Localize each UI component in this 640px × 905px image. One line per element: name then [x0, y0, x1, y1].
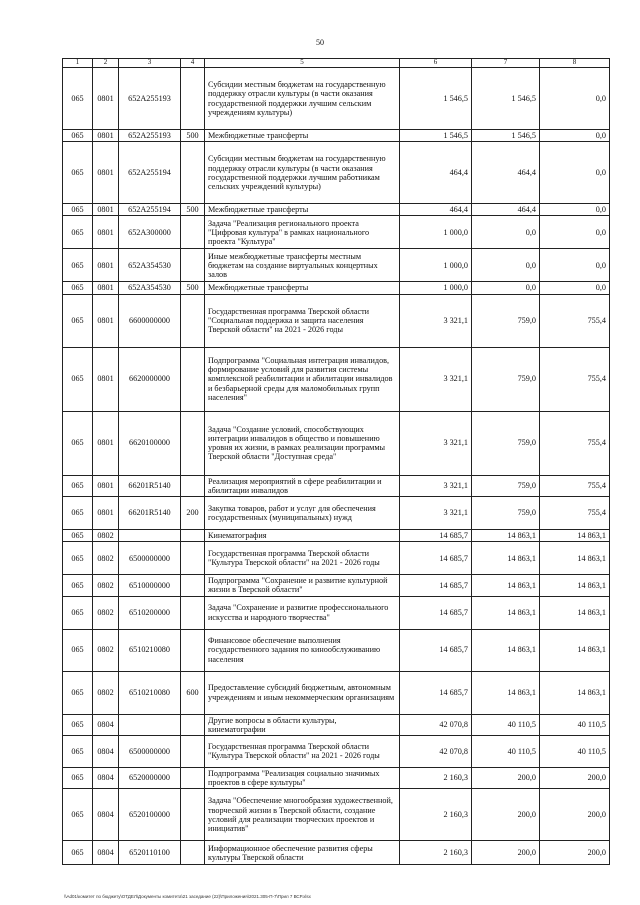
table-row	[63, 411, 610, 475]
cell-amount-2023: 0,0	[472, 282, 540, 294]
cell-amount-2022: 14 685,7	[400, 529, 472, 541]
cell-target-article-code: 6520110100	[119, 841, 181, 865]
cell-section-code: 0804	[93, 714, 119, 735]
cell-expense-type-code	[181, 767, 205, 788]
table-row	[63, 496, 610, 529]
cell-amount-2024: 755,4	[540, 294, 610, 347]
cell-amount-2024: 0,0	[540, 204, 610, 216]
cell-item-name: Межбюджетные трансферты	[205, 282, 400, 294]
cell-expense-type-code	[181, 735, 205, 767]
cell-item-name: Иные межбюджетные трансферты местным бюджетам на создание виртуальных концертных залов	[205, 249, 400, 282]
cell-amount-2024: 0,0	[540, 282, 610, 294]
cell-admin-code: 065	[63, 347, 93, 411]
cell-admin-code: 065	[63, 294, 93, 347]
table-row	[63, 542, 610, 575]
cell-admin-code: 065	[63, 475, 93, 496]
column-number: 2	[93, 59, 119, 68]
cell-item-name: Подпрограмма "Социальная интеграция инвалидов, формирование условий для развития системы комплексной реабилитации и абилитации инвалидов и безбарьерной среды для маломобильных групп населения"	[205, 347, 400, 411]
cell-target-article-code: 6520100000	[119, 789, 181, 841]
table-row	[63, 347, 610, 411]
cell-amount-2022: 14 685,7	[400, 596, 472, 629]
cell-expense-type-code: 200	[181, 496, 205, 529]
cell-admin-code: 065	[63, 216, 93, 249]
table-row	[63, 789, 610, 841]
cell-amount-2023: 14 863,1	[472, 529, 540, 541]
cell-item-name: Государственная программа Тверской области "Социальная поддержка и защита населения Тверской области" на 2021 - 2026 годы	[205, 294, 400, 347]
cell-admin-code: 065	[63, 542, 93, 575]
cell-section-code: 0801	[93, 475, 119, 496]
cell-admin-code: 065	[63, 142, 93, 204]
cell-admin-code: 065	[63, 130, 93, 142]
table-row	[63, 841, 610, 865]
cell-item-name: Государственная программа Тверской области "Культура Тверской области" на 2021 - 2026 годы	[205, 735, 400, 767]
table-row	[63, 294, 610, 347]
cell-amount-2024: 200,0	[540, 841, 610, 865]
cell-target-article-code: 652A255193	[119, 68, 181, 130]
cell-amount-2022: 464,4	[400, 142, 472, 204]
cell-admin-code: 065	[63, 596, 93, 629]
cell-expense-type-code	[181, 714, 205, 735]
table-row	[63, 282, 610, 294]
table-row	[63, 204, 610, 216]
table-row	[63, 596, 610, 629]
cell-section-code: 0801	[93, 130, 119, 142]
cell-section-code: 0802	[93, 575, 119, 596]
table-row	[63, 216, 610, 249]
column-number: 1	[63, 59, 93, 68]
column-number: 4	[181, 59, 205, 68]
cell-amount-2022: 1 000,0	[400, 282, 472, 294]
cell-amount-2022: 3 321,1	[400, 347, 472, 411]
cell-expense-type-code	[181, 294, 205, 347]
cell-expense-type-code	[181, 142, 205, 204]
cell-section-code: 0801	[93, 249, 119, 282]
cell-amount-2022: 2 160,3	[400, 841, 472, 865]
cell-amount-2024: 14 863,1	[540, 542, 610, 575]
column-number-row	[63, 59, 610, 68]
cell-admin-code: 065	[63, 789, 93, 841]
page-number: 50	[316, 38, 324, 47]
cell-target-article-code	[119, 714, 181, 735]
cell-target-article-code: 652A255193	[119, 130, 181, 142]
cell-amount-2023: 759,0	[472, 475, 540, 496]
table-row	[63, 142, 610, 204]
cell-amount-2024: 200,0	[540, 767, 610, 788]
cell-amount-2022: 42 070,8	[400, 735, 472, 767]
cell-amount-2024: 0,0	[540, 216, 610, 249]
cell-section-code: 0801	[93, 347, 119, 411]
cell-target-article-code: 652A354530	[119, 282, 181, 294]
cell-expense-type-code	[181, 216, 205, 249]
cell-item-name: Предоставление субсидий бюджетным, автономным учреждениям и иным некоммерческим организациям	[205, 671, 400, 714]
cell-section-code: 0801	[93, 142, 119, 204]
cell-amount-2024: 14 863,1	[540, 575, 610, 596]
cell-amount-2024: 755,4	[540, 411, 610, 475]
cell-admin-code: 065	[63, 629, 93, 671]
cell-amount-2024: 0,0	[540, 130, 610, 142]
cell-target-article-code: 66201R5140	[119, 475, 181, 496]
cell-amount-2024: 200,0	[540, 789, 610, 841]
cell-amount-2022: 3 321,1	[400, 411, 472, 475]
cell-expense-type-code: 500	[181, 130, 205, 142]
cell-section-code: 0804	[93, 841, 119, 865]
cell-target-article-code: 6510200000	[119, 596, 181, 629]
cell-admin-code: 065	[63, 714, 93, 735]
cell-amount-2022: 14 685,7	[400, 629, 472, 671]
cell-item-name: Задача "Создание условий, способствующих интеграции инвалидов в общество и повышению уровня их жизни, в рамках реализации программы Тверской области "Доступная среда"	[205, 411, 400, 475]
cell-admin-code: 065	[63, 529, 93, 541]
cell-amount-2022: 14 685,7	[400, 575, 472, 596]
cell-amount-2023: 14 863,1	[472, 629, 540, 671]
cell-amount-2024: 14 863,1	[540, 596, 610, 629]
cell-amount-2022: 3 321,1	[400, 496, 472, 529]
table-row	[63, 735, 610, 767]
cell-amount-2023: 14 863,1	[472, 542, 540, 575]
table-row	[63, 529, 610, 541]
cell-amount-2023: 200,0	[472, 841, 540, 865]
cell-admin-code: 065	[63, 841, 93, 865]
cell-section-code: 0801	[93, 496, 119, 529]
cell-amount-2022: 3 321,1	[400, 294, 472, 347]
cell-item-name: Закупка товаров, работ и услуг для обеспечения государственных (муниципальных) нужд	[205, 496, 400, 529]
cell-item-name: Задача "Реализация регионального проекта "Цифровая культура" в рамках национального проекта "Культура"	[205, 216, 400, 249]
cell-amount-2023: 1 546,5	[472, 68, 540, 130]
cell-item-name: Кинематография	[205, 529, 400, 541]
cell-section-code: 0801	[93, 204, 119, 216]
cell-expense-type-code	[181, 841, 205, 865]
cell-expense-type-code	[181, 575, 205, 596]
table-row	[63, 629, 610, 671]
column-number: 7	[472, 59, 540, 68]
cell-admin-code: 065	[63, 575, 93, 596]
cell-target-article-code: 66201R5140	[119, 496, 181, 529]
cell-expense-type-code	[181, 411, 205, 475]
cell-expense-type-code	[181, 249, 205, 282]
cell-section-code: 0801	[93, 68, 119, 130]
cell-amount-2022: 1 000,0	[400, 216, 472, 249]
cell-admin-code: 065	[63, 767, 93, 788]
table-row	[63, 475, 610, 496]
cell-admin-code: 065	[63, 411, 93, 475]
table-row	[63, 714, 610, 735]
cell-section-code: 0802	[93, 671, 119, 714]
cell-amount-2022: 14 685,7	[400, 542, 472, 575]
cell-section-code: 0804	[93, 767, 119, 788]
cell-amount-2023: 14 863,1	[472, 575, 540, 596]
cell-expense-type-code: 500	[181, 204, 205, 216]
cell-item-name: Межбюджетные трансферты	[205, 130, 400, 142]
cell-admin-code: 065	[63, 282, 93, 294]
cell-target-article-code: 6500000000	[119, 735, 181, 767]
cell-item-name: Другие вопросы в области культуры, кинематографии	[205, 714, 400, 735]
cell-section-code: 0801	[93, 282, 119, 294]
cell-target-article-code: 6620100000	[119, 411, 181, 475]
cell-item-name: Государственная программа Тверской области "Культура Тверской области" на 2021 - 2026 годы	[205, 542, 400, 575]
cell-item-name: Задача "Обеспечение многообразия художественной, творческой жизни в Тверской области, создание условий для реализации творческих проектов и инициатив"	[205, 789, 400, 841]
column-number: 5	[205, 59, 400, 68]
cell-expense-type-code	[181, 789, 205, 841]
cell-admin-code: 065	[63, 735, 93, 767]
cell-target-article-code: 6620000000	[119, 347, 181, 411]
cell-amount-2023: 200,0	[472, 767, 540, 788]
cell-amount-2023: 1 546,5	[472, 130, 540, 142]
cell-amount-2024: 14 863,1	[540, 629, 610, 671]
cell-admin-code: 065	[63, 249, 93, 282]
table-row	[63, 68, 610, 130]
cell-item-name: Реализация мероприятий в сфере реабилитации и абилитации инвалидов	[205, 475, 400, 496]
cell-target-article-code: 6520000000	[119, 767, 181, 788]
cell-expense-type-code	[181, 347, 205, 411]
cell-item-name: Финансовое обеспечение выполнения государственного задания по кинообслуживанию населения	[205, 629, 400, 671]
cell-amount-2024: 40 110,5	[540, 714, 610, 735]
cell-target-article-code: 6500000000	[119, 542, 181, 575]
cell-amount-2024: 0,0	[540, 68, 610, 130]
cell-expense-type-code	[181, 629, 205, 671]
cell-amount-2024: 0,0	[540, 142, 610, 204]
column-number: 6	[400, 59, 472, 68]
cell-target-article-code: 6510000000	[119, 575, 181, 596]
table-row	[63, 130, 610, 142]
cell-amount-2022: 2 160,3	[400, 789, 472, 841]
footer-file-path: \\Ad01\комитет по бюджету\ОТДЕЛ\Документы комитета\21 заседание (22)\Приложения\2021.305-П-7\Прил 7 ВСР.xlsx	[64, 894, 311, 899]
cell-amount-2023: 40 110,5	[472, 735, 540, 767]
cell-amount-2024: 14 863,1	[540, 529, 610, 541]
cell-expense-type-code	[181, 475, 205, 496]
cell-admin-code: 065	[63, 496, 93, 529]
cell-item-name: Субсидии местным бюджетам на государственную поддержку отрасли культуры (в части оказания государственной поддержки лучшим сельским учреждениям культуры)	[205, 68, 400, 130]
cell-amount-2024: 755,4	[540, 475, 610, 496]
cell-amount-2023: 759,0	[472, 347, 540, 411]
table-row	[63, 671, 610, 714]
table-row	[63, 249, 610, 282]
cell-item-name: Подпрограмма "Реализация социально значимых проектов в сфере культуры"	[205, 767, 400, 788]
cell-amount-2022: 42 070,8	[400, 714, 472, 735]
cell-amount-2024: 755,4	[540, 347, 610, 411]
cell-amount-2023: 464,4	[472, 204, 540, 216]
cell-expense-type-code	[181, 529, 205, 541]
cell-target-article-code: 652A354530	[119, 249, 181, 282]
cell-item-name: Информационное обеспечение развития сферы культуры Тверской области	[205, 841, 400, 865]
cell-section-code: 0802	[93, 629, 119, 671]
cell-section-code: 0801	[93, 216, 119, 249]
cell-expense-type-code	[181, 68, 205, 130]
cell-admin-code: 065	[63, 68, 93, 130]
cell-amount-2024: 14 863,1	[540, 671, 610, 714]
cell-section-code: 0804	[93, 735, 119, 767]
cell-target-article-code: 652A300000	[119, 216, 181, 249]
cell-target-article-code	[119, 529, 181, 541]
table-row	[63, 575, 610, 596]
cell-target-article-code: 652A255194	[119, 204, 181, 216]
cell-amount-2023: 0,0	[472, 249, 540, 282]
cell-amount-2023: 464,4	[472, 142, 540, 204]
cell-target-article-code: 6510210080	[119, 629, 181, 671]
budget-table	[62, 58, 610, 865]
cell-amount-2024: 755,4	[540, 496, 610, 529]
cell-amount-2023: 759,0	[472, 294, 540, 347]
cell-section-code: 0802	[93, 529, 119, 541]
cell-item-name: Субсидии местным бюджетам на государственную поддержку отрасли культуры (в части оказания государственной поддержки лучшим работникам сельских учреждений культуры)	[205, 142, 400, 204]
cell-amount-2022: 2 160,3	[400, 767, 472, 788]
cell-section-code: 0802	[93, 542, 119, 575]
cell-section-code: 0801	[93, 411, 119, 475]
cell-item-name: Задача "Сохранение и развитие профессионального искусства и народного творчества"	[205, 596, 400, 629]
cell-amount-2022: 14 685,7	[400, 671, 472, 714]
cell-item-name: Межбюджетные трансферты	[205, 204, 400, 216]
cell-admin-code: 065	[63, 671, 93, 714]
cell-amount-2023: 14 863,1	[472, 671, 540, 714]
cell-admin-code: 065	[63, 204, 93, 216]
cell-section-code: 0802	[93, 596, 119, 629]
cell-amount-2024: 0,0	[540, 249, 610, 282]
cell-amount-2023: 759,0	[472, 496, 540, 529]
cell-expense-type-code: 600	[181, 671, 205, 714]
cell-section-code: 0801	[93, 294, 119, 347]
cell-amount-2022: 464,4	[400, 204, 472, 216]
cell-amount-2023: 40 110,5	[472, 714, 540, 735]
cell-amount-2023: 200,0	[472, 789, 540, 841]
cell-item-name: Подпрограмма "Сохранение и развитие культурной жизни в Тверской области"	[205, 575, 400, 596]
cell-amount-2023: 14 863,1	[472, 596, 540, 629]
cell-amount-2024: 40 110,5	[540, 735, 610, 767]
cell-amount-2023: 759,0	[472, 411, 540, 475]
cell-target-article-code: 652A255194	[119, 142, 181, 204]
cell-target-article-code: 6510210080	[119, 671, 181, 714]
column-number: 8	[540, 59, 610, 68]
cell-expense-type-code	[181, 542, 205, 575]
cell-expense-type-code: 500	[181, 282, 205, 294]
cell-amount-2023: 0,0	[472, 216, 540, 249]
column-number: 3	[119, 59, 181, 68]
cell-amount-2022: 1 000,0	[400, 249, 472, 282]
cell-expense-type-code	[181, 596, 205, 629]
cell-section-code: 0804	[93, 789, 119, 841]
cell-amount-2022: 1 546,5	[400, 130, 472, 142]
cell-amount-2022: 3 321,1	[400, 475, 472, 496]
cell-amount-2022: 1 546,5	[400, 68, 472, 130]
table-row	[63, 767, 610, 788]
cell-target-article-code: 6600000000	[119, 294, 181, 347]
